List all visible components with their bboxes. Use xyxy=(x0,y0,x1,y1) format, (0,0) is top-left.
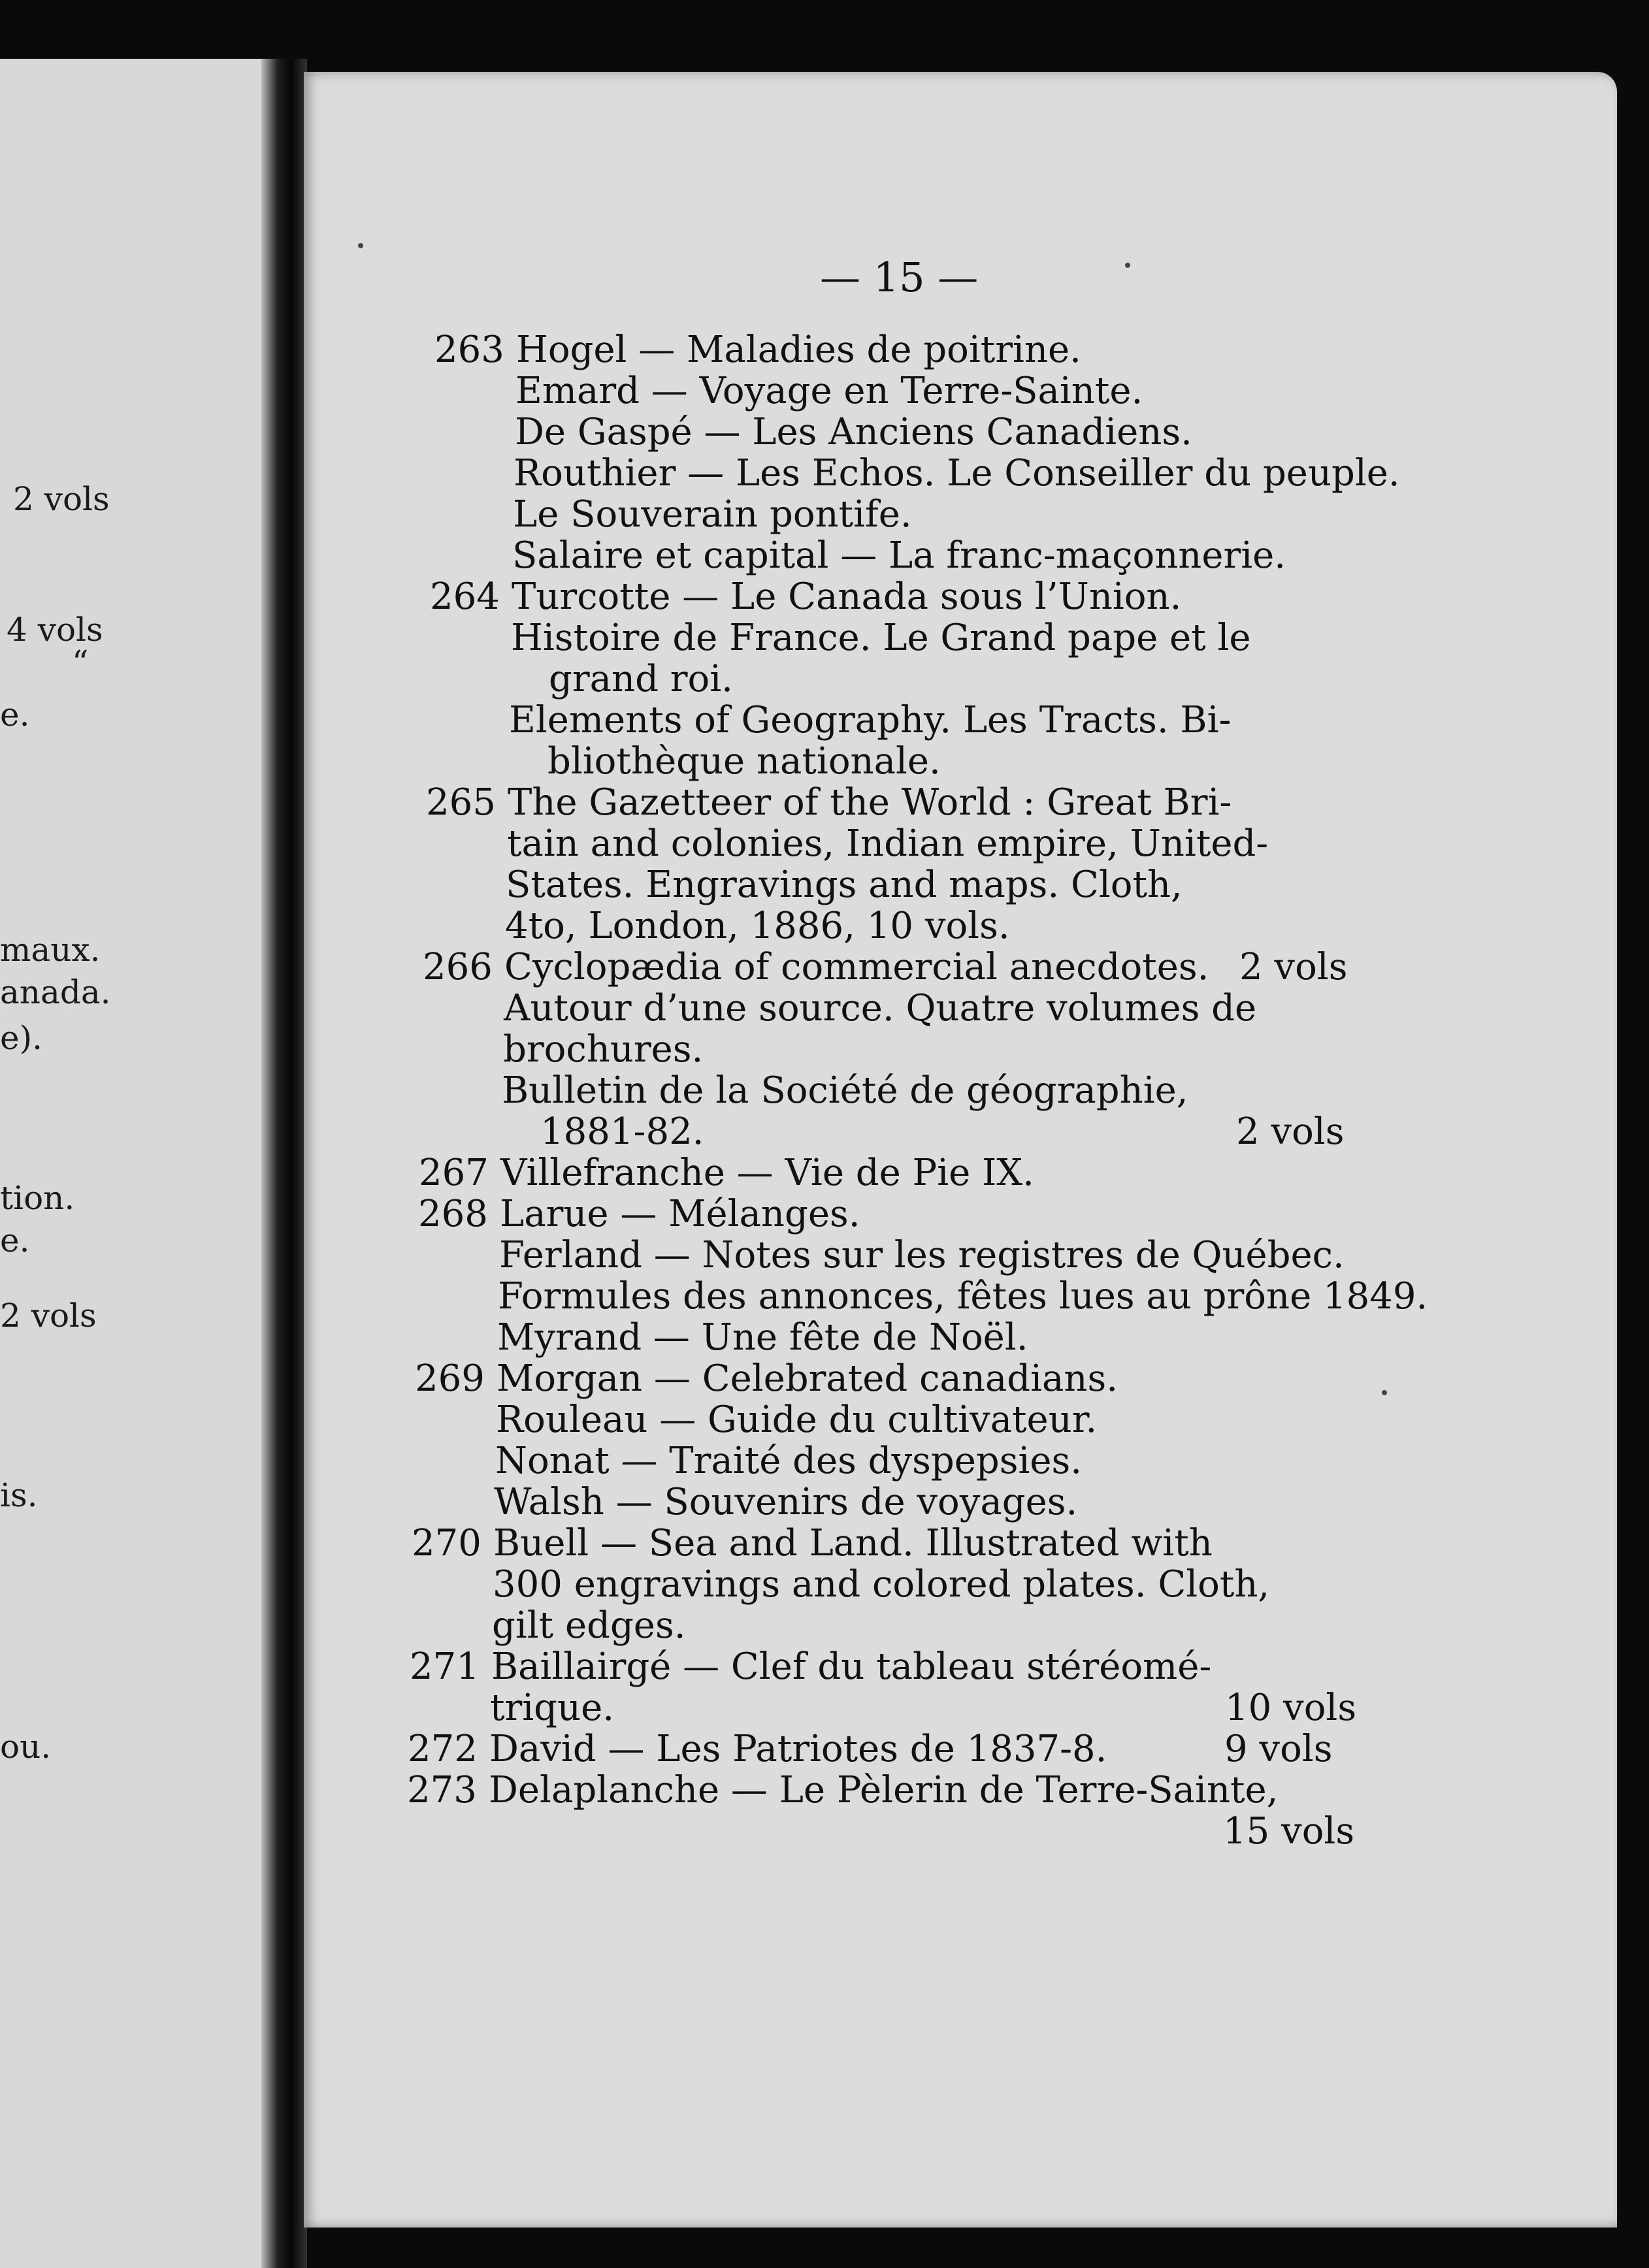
entry-text: Morgan — Celebrated canadians. xyxy=(497,1357,1118,1400)
left-page-fragment: 2 vols xyxy=(0,1297,97,1335)
entry-text: gilt edges. xyxy=(492,1604,686,1647)
entry-text: The Gazetteer of the World : Great Bri- xyxy=(508,781,1232,824)
entry-number: 273 xyxy=(407,1769,477,1811)
page-number: — 15 — xyxy=(820,253,979,301)
entry-text: Emard — Voyage en Terre-Sainte. xyxy=(515,370,1143,412)
entry-number: 269 xyxy=(415,1357,485,1400)
left-page-fragment: ou. xyxy=(0,1728,52,1766)
entry-text: De Gaspé — Les Anciens Canadiens. xyxy=(515,411,1192,453)
entry-text: Ferland — Notes sur les registres de Québec. xyxy=(499,1234,1345,1276)
entry-text: Delaplanche — Le Pèlerin de Terre-Sainte, xyxy=(489,1769,1279,1811)
entry-number: 268 xyxy=(418,1193,488,1235)
entry-text: Routhier — Les Echos. Le Conseiller du peuple. xyxy=(514,452,1400,494)
entry-number: 266 xyxy=(423,946,493,988)
left-page-fragment: 2 vols xyxy=(13,480,110,518)
entry-text: States. Engravings and maps. Cloth, xyxy=(506,864,1183,906)
entry-text: 4to, London, 1886, 10 vols. xyxy=(505,905,1010,947)
entry-text: Bulletin de la Société de géographie, xyxy=(502,1069,1188,1112)
entry-text: 300 engravings and colored plates. Cloth, xyxy=(493,1563,1270,1606)
entry-text: Histoire de France. Le Grand pape et le xyxy=(511,617,1251,659)
entry-text: Le Souverain pontife. xyxy=(513,493,912,536)
entry-text: Walsh — Souvenirs de voyages. xyxy=(494,1481,1078,1523)
left-page-fragment: e. xyxy=(0,696,30,734)
volume-count: 10 vols xyxy=(1225,1687,1357,1729)
volume-count: 2 vols xyxy=(1236,1110,1345,1153)
entry-text: tain and colonies, Indian empire, United- xyxy=(507,822,1269,865)
entry-text: David — Les Patriotes de 1837-8. xyxy=(489,1728,1107,1770)
entry-number: 272 xyxy=(408,1728,478,1770)
entry-text: Autour d’une source. Quatre volumes de xyxy=(504,987,1257,1029)
entry-text: 1881-82. xyxy=(540,1110,704,1153)
entry-text: Hogel — Maladies de poitrine. xyxy=(516,329,1081,371)
entry-number: 270 xyxy=(412,1522,482,1564)
volume-count: 15 vols xyxy=(1223,1810,1355,1853)
left-page-edge xyxy=(0,59,281,2268)
entry-text: Villefranche — Vie de Pie IX. xyxy=(500,1152,1034,1194)
entry-text: Nonat — Traité des dyspepsies. xyxy=(495,1440,1083,1482)
left-page-fragment: anada. xyxy=(0,973,111,1011)
entry-number: 264 xyxy=(430,575,500,618)
left-page-fragment: e. xyxy=(0,1222,30,1259)
book-gutter xyxy=(261,59,307,2268)
entry-text: Salaire et capital — La franc-maçonnerie. xyxy=(512,534,1286,577)
left-page-fragment: tion. xyxy=(0,1179,75,1217)
entry-text: grand roi. xyxy=(549,658,733,700)
ink-speck xyxy=(1125,263,1130,268)
entry-number: 263 xyxy=(434,329,504,371)
left-page-fragment: maux. xyxy=(0,931,101,969)
entry-text: Larue — Mélanges. xyxy=(500,1193,860,1235)
entry-text: Turcotte — Le Canada sous l’Union. xyxy=(512,575,1182,618)
entry-text: bliothèque nationale. xyxy=(547,740,941,783)
entry-text: Rouleau — Guide du cultivateur. xyxy=(496,1399,1098,1441)
entry-number: 265 xyxy=(426,781,496,824)
entry-text: Baillairgé — Clef du tableau stéréomé- xyxy=(491,1645,1212,1688)
ink-speck xyxy=(358,243,363,248)
entry-text: Elements of Geography. Les Tracts. Bi- xyxy=(509,699,1232,741)
entry-number: 271 xyxy=(410,1645,480,1688)
entry-text: brochures. xyxy=(503,1028,704,1071)
entry-number: 267 xyxy=(419,1152,489,1194)
entry-text: Myrand — Une fête de Noël. xyxy=(497,1316,1028,1359)
entry-text: Buell — Sea and Land. Illustrated with xyxy=(493,1522,1213,1564)
left-page-fragment: “ xyxy=(72,643,89,681)
entry-text: Formules des annonces, fêtes lues au prône 1849. xyxy=(498,1275,1428,1318)
volume-count: 9 vols xyxy=(1224,1728,1333,1770)
left-page-fragment: is. xyxy=(0,1476,38,1514)
volume-count: 2 vols xyxy=(1239,946,1348,988)
left-page-fragment: 4 vols xyxy=(7,611,103,649)
entry-text: Cyclopædia of commercial anecdotes. xyxy=(504,946,1209,988)
left-page-fragment: e). xyxy=(0,1019,42,1057)
ink-speck xyxy=(1382,1390,1387,1395)
entry-text: trique. xyxy=(490,1687,615,1729)
